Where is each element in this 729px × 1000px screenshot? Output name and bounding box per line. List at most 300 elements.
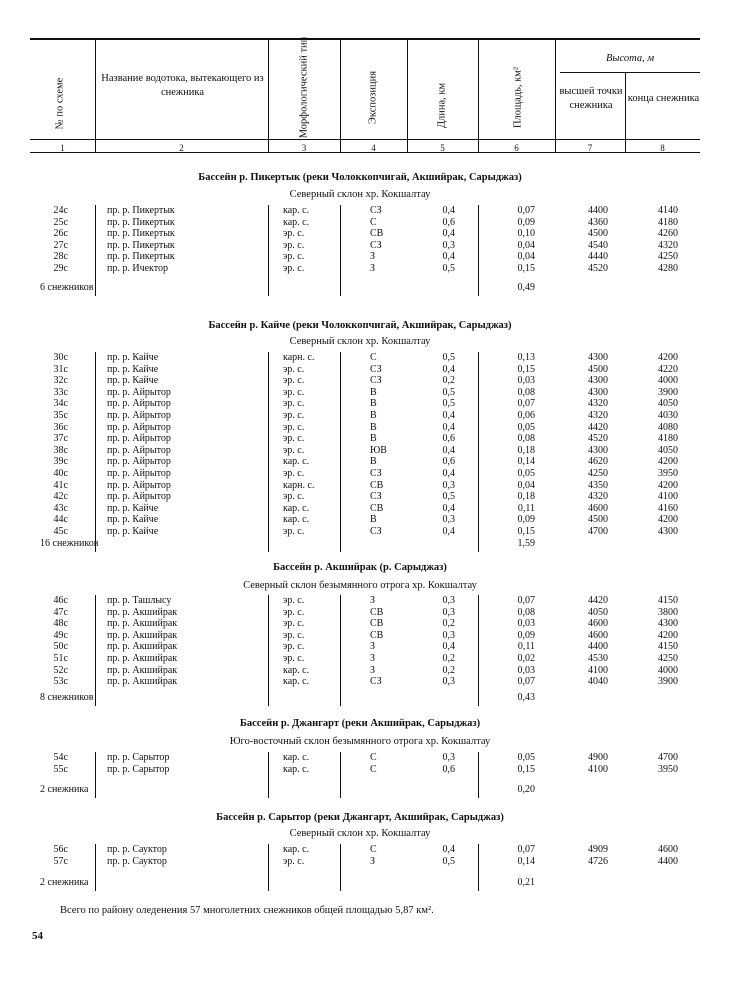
col-length-header: Длина, км xyxy=(436,82,448,129)
cell-end-point: 4050 xyxy=(658,444,678,456)
cell-exposure: СВ xyxy=(370,228,384,240)
cell-end-point: 4250 xyxy=(658,251,678,263)
cell-stream-name: пр. р. Пикертык xyxy=(107,239,175,251)
table-row xyxy=(0,764,729,775)
slope-subheading: Северный склон хр. Кокшалтау xyxy=(289,336,431,347)
cell-length: 0,5 xyxy=(442,386,455,398)
total-summary: Всего по району оледенения 57 многолетних снежников общей площадью 5,87 км². xyxy=(60,905,434,916)
cell-length: 0,4 xyxy=(442,363,455,375)
cell-scheme-number: 55с xyxy=(53,763,68,775)
cell-end-point: 4200 xyxy=(658,456,678,468)
cell-length: 0,2 xyxy=(442,618,455,630)
height-group-header: Высота, м xyxy=(605,53,655,64)
cell-end-point: 4080 xyxy=(658,421,678,433)
cell-length: 0,4 xyxy=(442,468,455,479)
cell-exposure: З xyxy=(370,855,376,867)
cell-end-point: 4180 xyxy=(658,216,678,228)
section-area-total: 0,20 xyxy=(517,784,535,795)
cell-exposure: С xyxy=(370,752,377,763)
cell-end-point: 4280 xyxy=(658,263,678,274)
cell-high-point: 4500 xyxy=(588,228,608,240)
cell-exposure: СЗ xyxy=(370,491,382,503)
cell-high-point: 4360 xyxy=(588,216,608,228)
cell-exposure: СВ xyxy=(370,629,384,641)
cell-area: 0,03 xyxy=(517,664,535,676)
section-area-total: 0,21 xyxy=(517,877,535,888)
cell-scheme-number: 53с xyxy=(53,676,68,688)
cell-area: 0,15 xyxy=(517,263,535,274)
cell-scheme-number: 34с xyxy=(53,398,68,410)
cell-end-point: 4150 xyxy=(658,595,678,606)
cell-scheme-number: 39с xyxy=(53,456,68,468)
table-row xyxy=(0,491,729,502)
cell-area: 0,08 xyxy=(517,606,535,618)
cell-scheme-number: 49с xyxy=(53,629,68,641)
col-type-header: Морфологический тип xyxy=(298,36,310,139)
basin-heading: Бассейн р. Сарытор (реки Джангарт, Акшийрак, Сарыджаз) xyxy=(216,812,504,823)
cell-length: 0,6 xyxy=(442,433,455,445)
cell-morph-type: кар. с. xyxy=(283,502,310,514)
cell-morph-type: кар. с. xyxy=(283,216,310,228)
cell-morph-type: кар. с. xyxy=(283,676,310,688)
cell-stream-name: пр. р. Пикертык xyxy=(107,216,175,228)
table-row xyxy=(0,263,729,274)
table-row xyxy=(0,595,729,606)
cell-morph-type: эр. с. xyxy=(283,398,305,410)
cell-end-point: 4250 xyxy=(658,653,678,664)
cell-scheme-number: 47с xyxy=(53,606,68,618)
cell-morph-type: эр. с. xyxy=(283,491,305,503)
cell-length: 0,5 xyxy=(442,398,455,410)
cell-morph-type: эр. с. xyxy=(283,421,305,433)
table-row xyxy=(0,445,729,456)
table-row xyxy=(0,422,729,433)
cell-area: 0,03 xyxy=(517,375,535,387)
table-row xyxy=(0,503,729,514)
col-number: 6 xyxy=(514,143,519,153)
cell-length: 0,4 xyxy=(442,228,455,240)
cell-stream-name: пр. р. Акшийрак xyxy=(107,618,178,630)
table-row xyxy=(0,387,729,398)
section-count: 16 снежников xyxy=(40,538,99,549)
cell-high-point: 4320 xyxy=(588,410,608,421)
cell-area: 0,18 xyxy=(517,491,535,503)
header-divider xyxy=(478,40,479,152)
cell-scheme-number: 46с xyxy=(53,595,68,606)
cell-length: 0,3 xyxy=(442,606,455,618)
cell-area: 0,04 xyxy=(517,239,535,251)
cell-exposure: СЗ xyxy=(370,239,382,251)
col-exposure-header: Экспозиция xyxy=(367,70,379,125)
cell-morph-type: эр. с. xyxy=(283,653,305,664)
table-row xyxy=(0,410,729,421)
cell-stream-name: пр. р. Айрытор xyxy=(107,444,171,456)
cell-end-point: 4400 xyxy=(658,855,678,867)
cell-area: 0,05 xyxy=(517,752,535,763)
cell-high-point: 4250 xyxy=(588,468,608,479)
table-row xyxy=(0,607,729,618)
cell-high-point: 4900 xyxy=(588,752,608,763)
cell-exposure: СВ xyxy=(370,618,384,630)
table-row xyxy=(0,630,729,641)
cell-area: 0,07 xyxy=(517,595,535,606)
col-name-header: Название водотока, вытекающего из снежника xyxy=(101,73,264,98)
cell-stream-name: пр. р. Кайче xyxy=(107,352,159,363)
cell-length: 0,4 xyxy=(442,844,455,855)
cell-end-point: 4000 xyxy=(658,664,678,676)
cell-area: 0,14 xyxy=(517,456,535,468)
cell-end-point: 4160 xyxy=(658,502,678,514)
cell-length: 0,4 xyxy=(442,251,455,263)
cell-high-point: 4600 xyxy=(588,629,608,641)
section-area-total: 1,59 xyxy=(517,538,535,549)
cell-area: 0,15 xyxy=(517,526,535,537)
cell-high-point: 4909 xyxy=(588,844,608,855)
section-count: 6 снежников xyxy=(40,282,94,293)
cell-morph-type: эр. с. xyxy=(283,386,305,398)
cell-scheme-number: 48с xyxy=(53,618,68,630)
cell-exposure: ЮВ xyxy=(370,444,387,456)
cell-length: 0,3 xyxy=(442,239,455,251)
cell-length: 0,2 xyxy=(442,375,455,387)
table-row xyxy=(0,641,729,652)
cell-length: 0,2 xyxy=(442,653,455,664)
table-row xyxy=(0,653,729,664)
cell-high-point: 4050 xyxy=(588,606,608,618)
cell-high-point: 4420 xyxy=(588,421,608,433)
cell-exposure: СЗ xyxy=(370,363,382,375)
cell-area: 0,09 xyxy=(517,514,535,526)
cell-exposure: В xyxy=(370,433,377,445)
table-row xyxy=(0,618,729,629)
section-count: 8 снежников xyxy=(40,692,94,703)
cell-scheme-number: 43с xyxy=(53,502,68,514)
cell-exposure: З xyxy=(370,641,376,653)
cell-scheme-number: 41с xyxy=(53,479,68,491)
cell-exposure: В xyxy=(370,421,377,433)
cell-scheme-number: 52с xyxy=(53,664,68,676)
cell-end-point: 4200 xyxy=(658,629,678,641)
cell-scheme-number: 32с xyxy=(53,375,68,387)
cell-end-point: 4200 xyxy=(658,479,678,491)
cell-morph-type: эр. с. xyxy=(283,263,305,274)
cell-end-point: 4700 xyxy=(658,752,678,763)
col-end-header: конца снежника xyxy=(627,93,700,104)
col-number-header: № по схеме xyxy=(54,77,66,130)
col-number: 2 xyxy=(179,143,184,153)
cell-scheme-number: 33с xyxy=(53,386,68,398)
cell-high-point: 4500 xyxy=(588,514,608,526)
table-row xyxy=(0,752,729,763)
cell-scheme-number: 40с xyxy=(53,468,68,479)
cell-stream-name: пр. р. Сауктор xyxy=(107,855,167,867)
cell-high-point: 4320 xyxy=(588,491,608,503)
cell-scheme-number: 25с xyxy=(53,216,68,228)
cell-end-point: 3950 xyxy=(658,763,678,775)
cell-end-point: 4300 xyxy=(658,526,678,537)
slope-subheading: Северный склон хр. Кокшалтау xyxy=(289,189,431,200)
cell-stream-name: пр. р. Акшийрак xyxy=(107,653,178,664)
cell-stream-name: пр. р. Акшийрак xyxy=(107,641,178,653)
cell-area: 0,07 xyxy=(517,676,535,688)
cell-length: 0,3 xyxy=(442,676,455,688)
cell-length: 0,3 xyxy=(442,629,455,641)
cell-scheme-number: 28с xyxy=(53,251,68,263)
cell-morph-type: кар. с. xyxy=(283,752,310,763)
cell-exposure: СВ xyxy=(370,606,384,618)
cell-morph-type: эр. с. xyxy=(283,444,305,456)
col-number: 3 xyxy=(301,143,307,153)
cell-area: 0,06 xyxy=(517,410,535,421)
cell-stream-name: пр. р. Пикертык xyxy=(107,251,175,263)
cell-area: 0,15 xyxy=(517,763,535,775)
table-row xyxy=(0,240,729,251)
cell-high-point: 4700 xyxy=(588,526,608,537)
basin-heading: Бассейн р. Пикертык (реки Чолоккопчигай, Акшийрак, Сарыджаз) xyxy=(198,172,522,183)
cell-exposure: СВ xyxy=(370,479,384,491)
cell-stream-name: пр. р. Кайче xyxy=(107,526,159,537)
cell-high-point: 4400 xyxy=(588,205,608,216)
cell-end-point: 4140 xyxy=(658,205,678,216)
cell-morph-type: кар. с. xyxy=(283,763,310,775)
header-divider xyxy=(340,40,341,152)
cell-end-point: 4000 xyxy=(658,375,678,387)
table-row xyxy=(0,665,729,676)
cell-length: 0,2 xyxy=(442,664,455,676)
cell-high-point: 4300 xyxy=(588,386,608,398)
cell-area: 0,11 xyxy=(517,641,535,653)
cell-morph-type: эр. с. xyxy=(283,410,305,421)
cell-scheme-number: 30с xyxy=(53,352,68,363)
cell-exposure: З xyxy=(370,664,376,676)
cell-morph-type: эр. с. xyxy=(283,629,305,641)
cell-area: 0,08 xyxy=(517,386,535,398)
cell-length: 0,5 xyxy=(442,855,455,867)
cell-stream-name: пр. р. Сарытор xyxy=(107,752,170,763)
cell-area: 0,04 xyxy=(517,251,535,263)
cell-scheme-number: 35с xyxy=(53,410,68,421)
table-row xyxy=(0,514,729,525)
cell-length: 0,4 xyxy=(442,421,455,433)
cell-stream-name: пр. р. Айрытор xyxy=(107,433,171,445)
cell-area: 0,07 xyxy=(517,205,535,216)
cell-exposure: СВ xyxy=(370,502,384,514)
cell-area: 0,02 xyxy=(517,653,535,664)
cell-morph-type: кар. с. xyxy=(283,514,310,526)
cell-end-point: 4180 xyxy=(658,433,678,445)
cell-high-point: 4320 xyxy=(588,398,608,410)
cell-length: 0,4 xyxy=(442,502,455,514)
cell-length: 0,4 xyxy=(442,444,455,456)
col-number: 8 xyxy=(660,143,665,153)
cell-end-point: 3900 xyxy=(658,386,678,398)
cell-morph-type: эр. с. xyxy=(283,595,305,606)
cell-stream-name: пр. р. Айрытор xyxy=(107,491,171,503)
cell-morph-type: кар. с. xyxy=(283,456,310,468)
slope-subheading: Юго-восточный склон безымянного отрога хр. Кокшалтау xyxy=(229,736,491,747)
cell-exposure: З xyxy=(370,595,376,606)
cell-area: 0,15 xyxy=(517,363,535,375)
table-row xyxy=(0,251,729,262)
cell-exposure: З xyxy=(370,251,376,263)
cell-stream-name: пр. р. Айрытор xyxy=(107,398,171,410)
cell-morph-type: кар. с. xyxy=(283,205,310,216)
table-row xyxy=(0,228,729,239)
cell-exposure: В xyxy=(370,398,377,410)
cell-high-point: 4300 xyxy=(588,444,608,456)
cell-length: 0,4 xyxy=(442,641,455,653)
col-number: 1 xyxy=(60,143,65,153)
cell-stream-name: пр. р. Кайче xyxy=(107,375,159,387)
cell-morph-type: эр. с. xyxy=(283,375,305,387)
cell-morph-type: эр. с. xyxy=(283,363,305,375)
header-divider xyxy=(407,40,408,152)
height-group-rule xyxy=(560,72,700,73)
cell-high-point: 4350 xyxy=(588,479,608,491)
cell-length: 0,3 xyxy=(442,479,455,491)
cell-scheme-number: 24с xyxy=(53,205,68,216)
col-number: 7 xyxy=(587,143,593,153)
cell-area: 0,03 xyxy=(517,618,535,630)
table-row xyxy=(0,398,729,409)
cell-scheme-number: 54с xyxy=(53,752,68,763)
cell-length: 0,3 xyxy=(442,514,455,526)
cell-end-point: 4260 xyxy=(658,228,678,240)
cell-stream-name: пр. р. Айрытор xyxy=(107,421,171,433)
cell-morph-type: эр. с. xyxy=(283,251,305,263)
table-row xyxy=(0,676,729,687)
cell-area: 0,05 xyxy=(517,421,535,433)
cell-morph-type: эр. с. xyxy=(283,526,305,537)
cell-length: 0,3 xyxy=(442,752,455,763)
cell-exposure: З xyxy=(370,263,376,274)
cell-morph-type: эр. с. xyxy=(283,855,305,867)
cell-stream-name: пр. р. Акшийрак xyxy=(107,606,178,618)
cell-area: 0,04 xyxy=(517,479,535,491)
cell-stream-name: пр. р. Кайче xyxy=(107,363,159,375)
cell-length: 0,4 xyxy=(442,526,455,537)
cell-high-point: 4100 xyxy=(588,664,608,676)
header-divider xyxy=(95,40,96,152)
cell-exposure: В xyxy=(370,456,377,468)
cell-exposure: В xyxy=(370,514,377,526)
cell-area: 0,10 xyxy=(517,228,535,240)
col-number: 4 xyxy=(371,143,376,153)
cell-high-point: 4520 xyxy=(588,433,608,445)
table-row xyxy=(0,526,729,537)
cell-stream-name: пр. р. Ташлысу xyxy=(107,595,172,606)
cell-length: 0,5 xyxy=(442,491,455,503)
cell-exposure: СЗ xyxy=(370,468,382,479)
cell-high-point: 4600 xyxy=(588,618,608,630)
cell-high-point: 4100 xyxy=(588,763,608,775)
cell-high-point: 4300 xyxy=(588,375,608,387)
cell-stream-name: пр. р. Акшийрак xyxy=(107,676,178,688)
cell-end-point: 4220 xyxy=(658,363,678,375)
cell-end-point: 4050 xyxy=(658,398,678,410)
cell-morph-type: эр. с. xyxy=(283,606,305,618)
cell-stream-name: пр. р. Сауктор xyxy=(107,844,167,855)
cell-morph-type: эр. с. xyxy=(283,618,305,630)
cell-stream-name: пр. р. Айрытор xyxy=(107,386,171,398)
table-row xyxy=(0,364,729,375)
cell-stream-name: пр. р. Айрытор xyxy=(107,479,171,491)
cell-high-point: 4300 xyxy=(588,352,608,363)
table-row xyxy=(0,480,729,491)
cell-scheme-number: 37с xyxy=(53,433,68,445)
cell-morph-type: кар. с. xyxy=(283,664,310,676)
cell-stream-name: пр. р. Айрытор xyxy=(107,468,171,479)
cell-scheme-number: 42с xyxy=(53,491,68,503)
cell-high-point: 4726 xyxy=(588,855,608,867)
cell-exposure: СЗ xyxy=(370,205,382,216)
cell-end-point: 4100 xyxy=(658,491,678,503)
cell-end-point: 4300 xyxy=(658,618,678,630)
cell-end-point: 3900 xyxy=(658,676,678,688)
cell-stream-name: пр. р. Кайче xyxy=(107,514,159,526)
cell-morph-type: карн. с. xyxy=(283,352,315,363)
cell-area: 0,14 xyxy=(517,855,535,867)
cell-morph-type: карн. с. xyxy=(283,479,315,491)
col-high-header: высшей точки снежника xyxy=(559,86,623,111)
cell-length: 0,6 xyxy=(442,216,455,228)
cell-area: 0,09 xyxy=(517,629,535,641)
cell-stream-name: пр. р. Айрытор xyxy=(107,410,171,421)
cell-high-point: 4420 xyxy=(588,595,608,606)
cell-end-point: 4150 xyxy=(658,641,678,653)
cell-exposure: С xyxy=(370,352,377,363)
cell-area: 0,08 xyxy=(517,433,535,445)
cell-stream-name: пр. р. Пикертык xyxy=(107,205,175,216)
cell-scheme-number: 36с xyxy=(53,421,68,433)
cell-high-point: 4540 xyxy=(588,239,608,251)
cell-high-point: 4440 xyxy=(588,251,608,263)
cell-stream-name: пр. р. Пикертык xyxy=(107,228,175,240)
cell-high-point: 4530 xyxy=(588,653,608,664)
cell-exposure: С xyxy=(370,763,377,775)
cell-length: 0,6 xyxy=(442,456,455,468)
cell-area: 0,09 xyxy=(517,216,535,228)
cell-scheme-number: 51с xyxy=(53,653,68,664)
cell-length: 0,6 xyxy=(442,763,455,775)
cell-length: 0,5 xyxy=(442,263,455,274)
cell-length: 0,5 xyxy=(442,352,455,363)
cell-morph-type: кар. с. xyxy=(283,844,310,855)
table-row xyxy=(0,205,729,216)
section-count: 2 снежника xyxy=(40,784,89,795)
header-rule xyxy=(30,139,700,140)
cell-scheme-number: 26с xyxy=(53,228,68,240)
cell-end-point: 3800 xyxy=(658,606,678,618)
table-row xyxy=(0,375,729,386)
cell-stream-name: пр. р. Ичектор xyxy=(107,263,169,274)
col-number: 5 xyxy=(440,143,445,153)
cell-exposure: В xyxy=(370,386,377,398)
cell-morph-type: эр. с. xyxy=(283,228,305,240)
header-divider xyxy=(555,40,556,152)
cell-exposure: С xyxy=(370,216,377,228)
page-number: 54 xyxy=(32,930,43,942)
cell-length: 0,4 xyxy=(442,410,455,421)
cell-area: 0,07 xyxy=(517,844,535,855)
table-top-rule xyxy=(30,38,700,40)
cell-morph-type: эр. с. xyxy=(283,468,305,479)
cell-area: 0,18 xyxy=(517,444,535,456)
slope-subheading: Северный склон хр. Кокшалтау xyxy=(289,828,431,839)
cell-stream-name: пр. р. Акшийрак xyxy=(107,629,178,641)
cell-stream-name: пр. р. Айрытор xyxy=(107,456,171,468)
cell-scheme-number: 31с xyxy=(53,363,68,375)
